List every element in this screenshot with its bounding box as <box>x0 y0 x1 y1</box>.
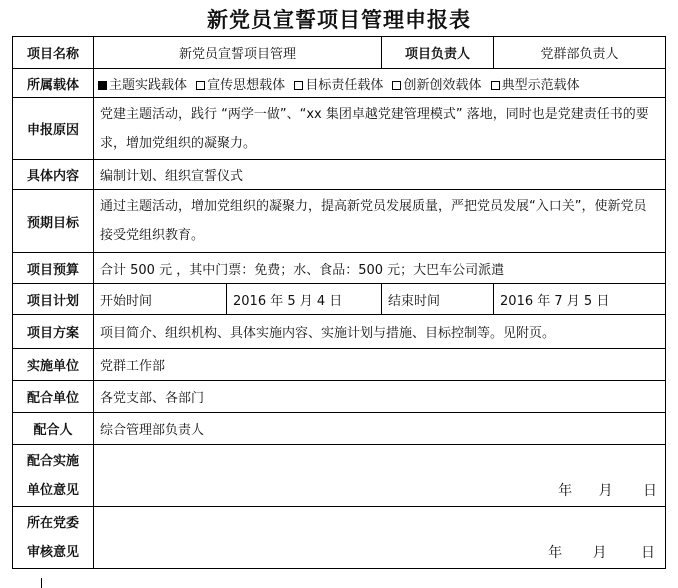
scheme-value: 项目简介、组织机构、具体实施内容、实施计划与措施、目标控制等。见附页。 <box>94 315 666 349</box>
row-unit <box>13 349 666 381</box>
row-project-name <box>13 37 666 69</box>
carrier-label: 所属载体 <box>13 69 94 98</box>
plan-start-value: 2016 年 5 月 4 日 <box>227 284 382 315</box>
row-goal <box>13 190 666 253</box>
row-coop-unit <box>13 381 666 413</box>
carrier-option-target[interactable]: 目标责任载体 <box>294 78 383 93</box>
party-opinion-label <box>13 507 94 569</box>
party-opinion-label-line1: 所在党委 <box>26 515 79 531</box>
date-day-label: 日 <box>643 483 658 499</box>
plan-start-label: 开始时间 <box>94 284 227 315</box>
party-opinion-field[interactable] <box>94 507 666 569</box>
checkbox-checked-icon[interactable] <box>98 81 107 90</box>
row-reason <box>13 98 666 160</box>
plan-label: 项目计划 <box>13 284 94 315</box>
coop-person-value: 综合管理部负责人 <box>94 413 666 445</box>
row-carrier <box>13 69 666 98</box>
reason-label: 申报原因 <box>13 98 94 160</box>
project-name-value: 新党员宣誓项目管理 <box>94 37 382 69</box>
row-plan <box>13 284 666 315</box>
project-name-label: 项目名称 <box>13 37 94 69</box>
coop-opinion-field[interactable] <box>94 445 666 507</box>
date-month-label: 月 <box>598 483 613 499</box>
checkbox-empty-icon[interactable] <box>196 81 205 90</box>
coop-opinion-label-line2: 单位意见 <box>26 482 79 498</box>
row-party-opinion <box>13 507 666 569</box>
scheme-label: 项目方案 <box>13 315 94 349</box>
date-year-label: 年 <box>548 545 563 561</box>
row-coop-opinion <box>13 445 666 507</box>
coop-person-label: 配合人 <box>13 413 94 445</box>
project-owner-value: 党群部负责人 <box>494 37 666 69</box>
carrier-option-theme[interactable]: 主题实践载体 <box>98 78 187 93</box>
project-owner-label: 项目负责人 <box>382 37 494 69</box>
coop-unit-label: 配合单位 <box>13 381 94 413</box>
budget-label: 项目预算 <box>13 253 94 284</box>
row-content <box>13 160 666 190</box>
carrier-option-innovation[interactable]: 创新创效载体 <box>392 78 481 93</box>
budget-value: 合计 500 元 ，其中门票：免费；水、食品：500 元；大巴车公司派遣 <box>94 253 666 284</box>
reason-value: 党建主题活动，践行 “两学一做”、“xx 集团卓越党建管理模式” 落地，同时也是党建责任书的要求，增加党组织的凝聚力。 <box>94 98 666 160</box>
date-day-label: 日 <box>641 545 656 561</box>
checkbox-empty-icon[interactable] <box>491 81 500 90</box>
row-coop-person <box>13 413 666 445</box>
checkbox-empty-icon[interactable] <box>294 81 303 90</box>
date-year-label: 年 <box>558 483 573 499</box>
row-scheme <box>13 315 666 349</box>
content-value: 编制计划、组织宣誓仪式 <box>94 160 666 190</box>
coop-opinion-label <box>13 445 94 507</box>
carrier-option-model[interactable]: 典型示范载体 <box>491 78 580 93</box>
carrier-options <box>94 69 666 98</box>
party-opinion-label-line2: 审核意见 <box>26 544 79 560</box>
page-edge-mark <box>41 578 42 588</box>
date-month-label: 月 <box>592 545 607 561</box>
party-opinion-date <box>548 542 655 562</box>
checkbox-empty-icon[interactable] <box>392 81 401 90</box>
row-budget <box>13 253 666 284</box>
plan-end-label: 结束时间 <box>382 284 494 315</box>
form-title: 新党员宣誓项目管理申报表 <box>207 7 471 32</box>
plan-end-value: 2016 年 7 月 5 日 <box>494 284 666 315</box>
carrier-option-propaganda[interactable]: 宣传思想载体 <box>196 78 285 93</box>
goal-value: 通过主题活动，增加党组织的凝聚力，提高新党员发展质量，严把党员发展“入口关”，使新党员接受党组织教育。 <box>94 190 666 253</box>
application-form-table <box>12 36 666 569</box>
unit-value: 党群工作部 <box>94 349 666 381</box>
coop-opinion-label-line1: 配合实施 <box>26 453 79 469</box>
coop-opinion-date <box>558 480 657 500</box>
goal-label: 预期目标 <box>13 190 94 253</box>
unit-label: 实施单位 <box>13 349 94 381</box>
content-label: 具体内容 <box>13 160 94 190</box>
coop-unit-value: 各党支部、各部门 <box>94 381 666 413</box>
